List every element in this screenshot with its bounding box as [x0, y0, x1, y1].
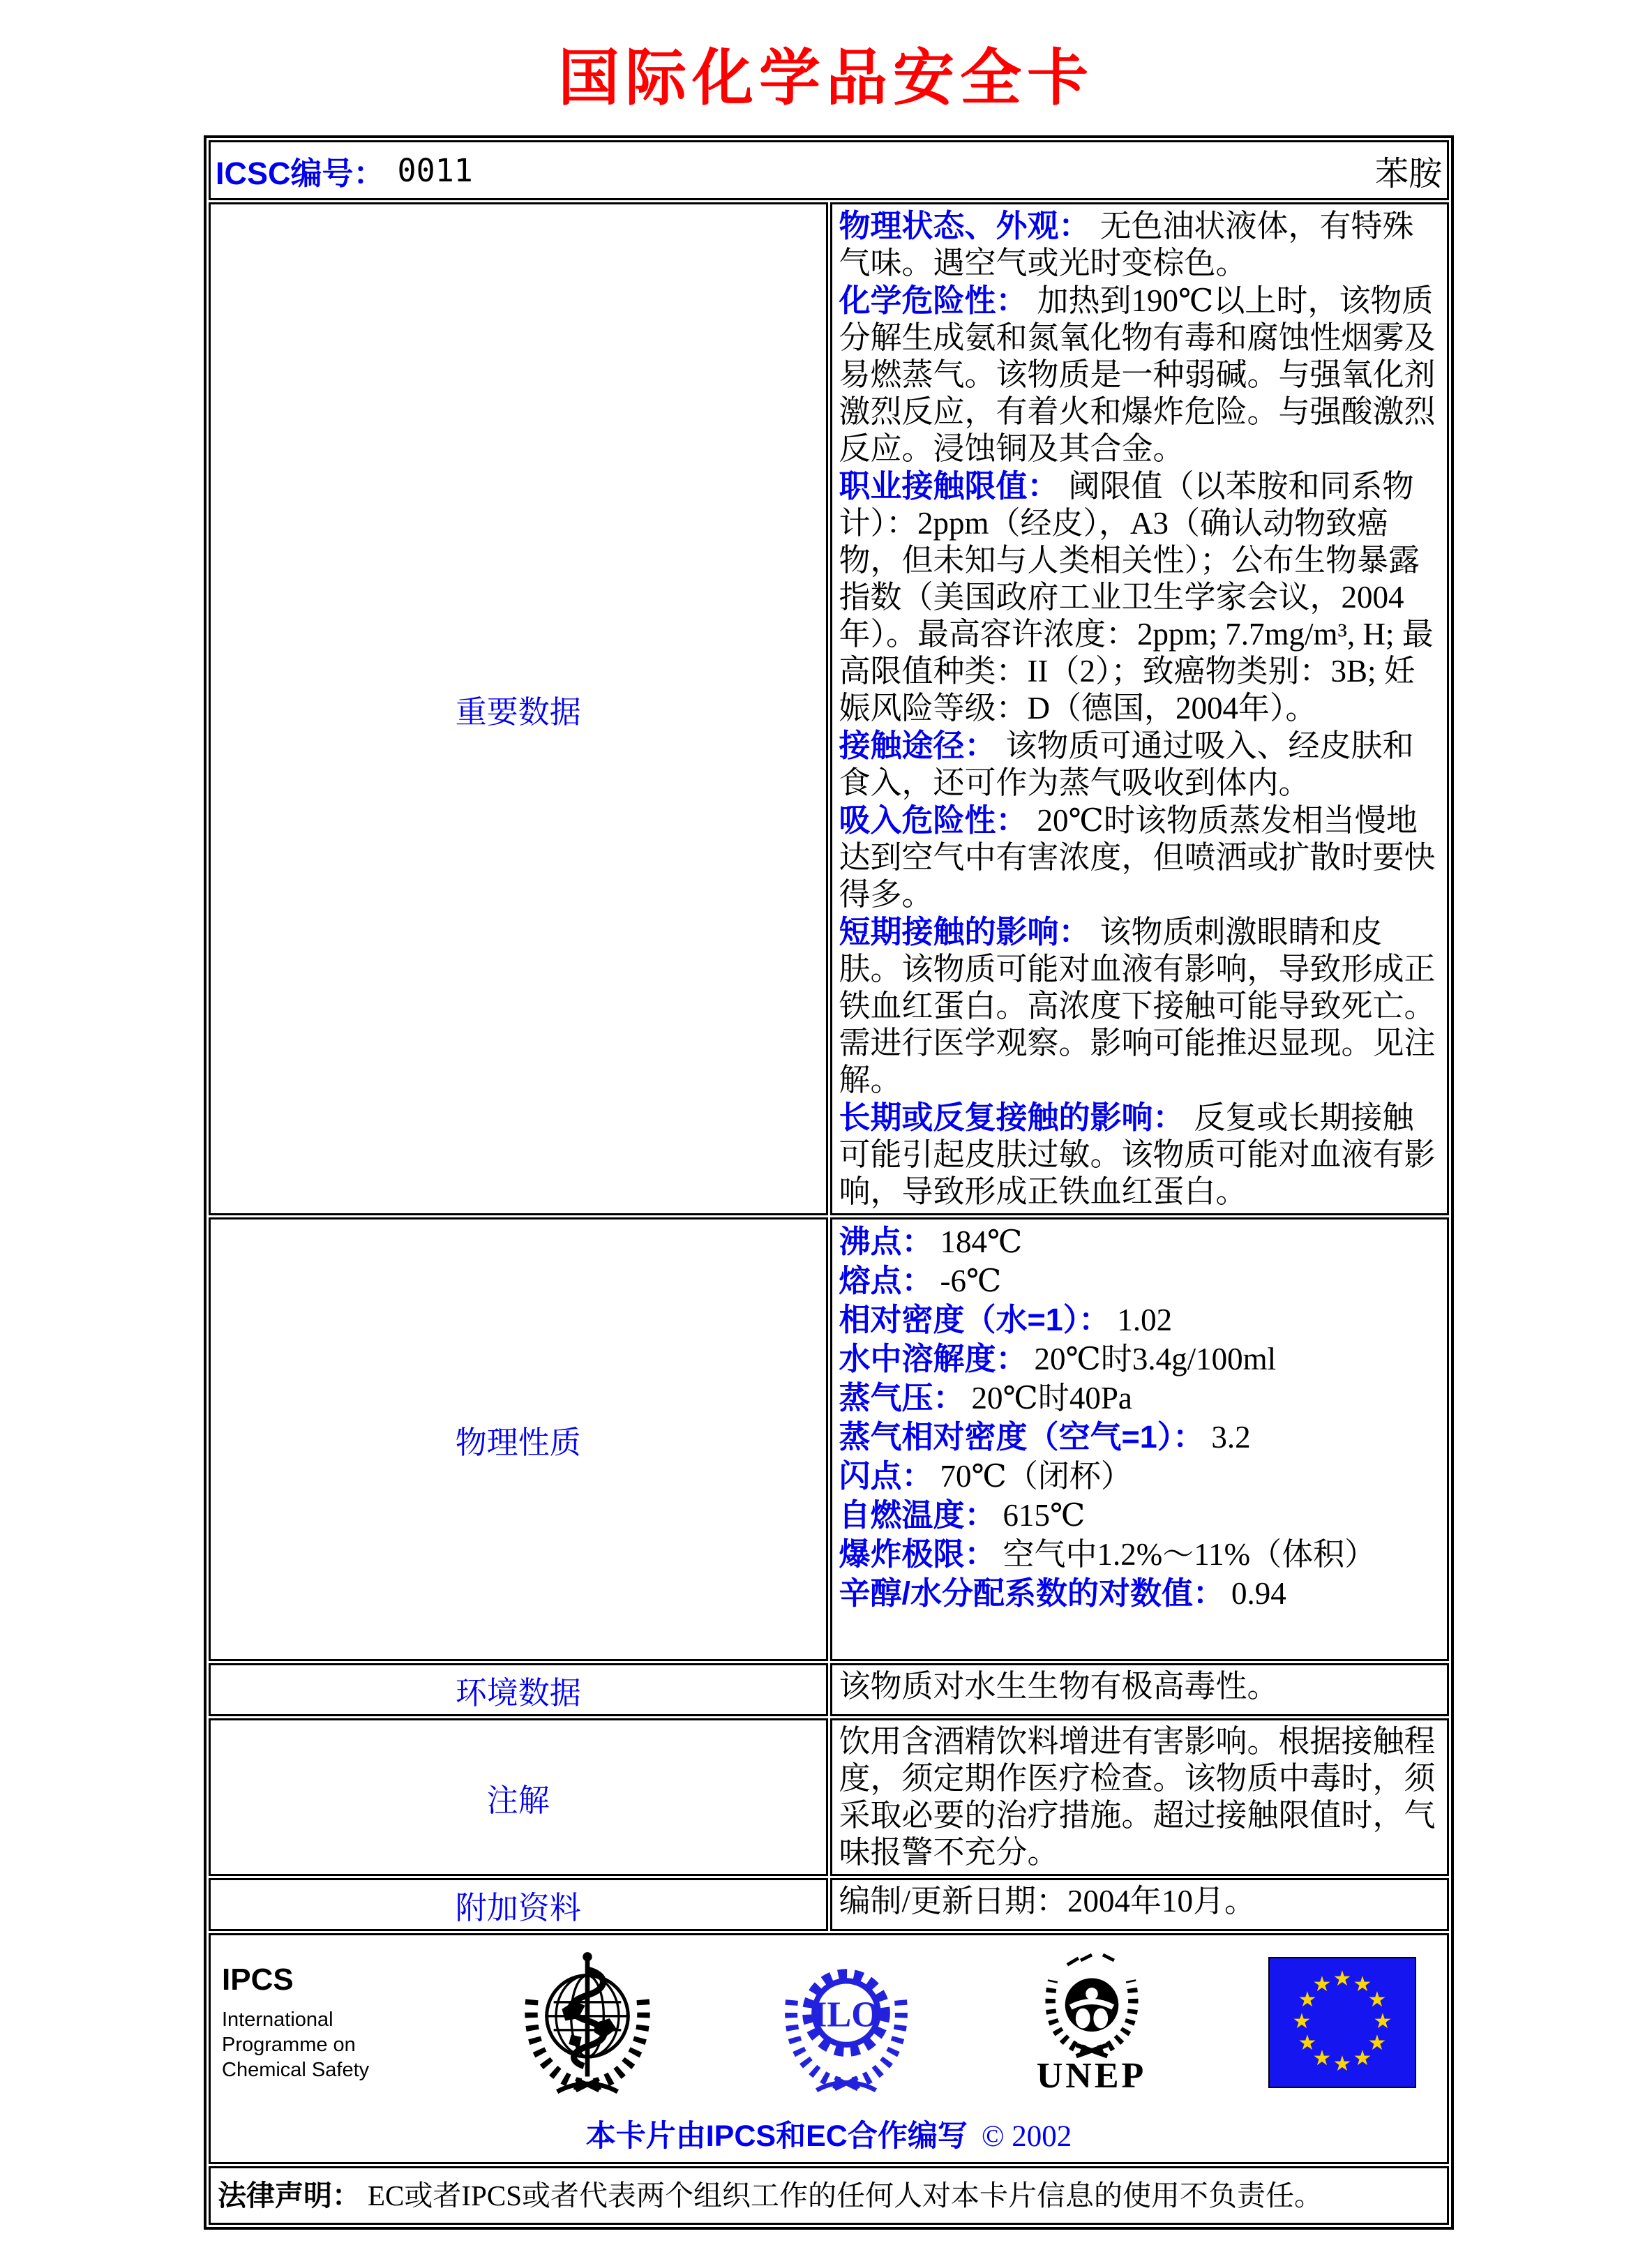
ilo-label: ILO [813, 1994, 880, 2035]
property-value: 184℃ [940, 1224, 1023, 1259]
eu-star: ★ [1332, 1967, 1352, 1990]
important-item [839, 467, 1439, 727]
credit-line [220, 2112, 1437, 2155]
environment-row [209, 1663, 1449, 1716]
eu-star: ★ [1332, 2052, 1352, 2076]
page-title: 国际化学品安全卡 [557, 41, 1094, 114]
important-item [839, 802, 1439, 913]
legal-cell [209, 2166, 1449, 2225]
property-label: 熔点： [839, 1263, 933, 1298]
property-label: 相对密度（水=1）： [839, 1302, 1111, 1337]
field-text: 阈限值（以苯胺和同系物计）：2ppm（经皮），A3（确认动物致癌物，但未知与人类相关性）；公布生物暴露指数（美国政府工业卫生学家会议，2004年）。最高容许浓度：2ppm; 7.7mg/m³, H; 最高限值种类：II（2）；致癌物类别：3B; 妊娠风险等级：D（德国，2004年）。 [839, 469, 1434, 726]
field-label: 职业接触限值： [839, 468, 1059, 504]
important-item [839, 1099, 1439, 1210]
ipcs-subtitle-line: Chemical Safety [222, 2059, 370, 2081]
property-label: 自燃温度： [839, 1497, 996, 1533]
property-value: -6℃ [940, 1263, 1002, 1298]
row-label-physical: 物理性质 [209, 1217, 828, 1661]
property-label: 沸点： [839, 1224, 933, 1259]
icsc-number-label: ICSC编号： [216, 155, 385, 191]
property-label: 蒸气相对密度（空气=1）： [839, 1419, 1205, 1455]
property-label: 辛醇/水分配系数的对数值： [839, 1575, 1225, 1611]
property-value: 615℃ [1003, 1498, 1086, 1533]
notes-row [209, 1718, 1449, 1876]
row-label-notes: 注解 [209, 1718, 828, 1876]
credit-copyright: © 2002 [981, 2120, 1072, 2153]
property-value: 3.2 [1211, 1420, 1251, 1455]
eu-star: ★ [1312, 1973, 1332, 1996]
icsc-number-value: 0011 [397, 151, 473, 189]
field-label: 吸入危险性： [839, 802, 1028, 838]
physical-properties-row [209, 1217, 1449, 1661]
eu-star: ★ [1353, 2047, 1372, 2070]
ipcs-subtitle-line: Programme on [222, 2034, 356, 2056]
additional-info-content: 编制/更新日期：2004年10月。 [830, 1878, 1450, 1931]
important-item [839, 282, 1439, 467]
legal-label: 法律声明： [218, 2179, 361, 2212]
property-value: 0.94 [1231, 1576, 1286, 1611]
legal-text: EC或者IPCS或者代表两个组织工作的任何人对本卡片信息的使用不负责任。 [368, 2179, 1323, 2212]
field-text: 反复或长期接触可能引起皮肤过敏。该物质可能对血液有影响，导致形成正铁血红蛋白。 [839, 1100, 1436, 1209]
additional-info-row [209, 1878, 1449, 1931]
row-label-important: 重要数据 [209, 202, 828, 1215]
property-label: 爆炸极限： [839, 1536, 996, 1572]
field-text: 该物质可通过吸入、经皮肤和食入，还可作为蒸气吸收到体内。 [839, 728, 1414, 800]
eu-flag-icon [1268, 1957, 1416, 2088]
notes-content: 饮用含酒精饮料增进有害影响。根据接触程度，须定期作医疗检查。该物质中毒时，须采取必要的治疗措施。超过接触限值时，气味报警不充分。 [830, 1718, 1450, 1876]
header-cell [209, 140, 1449, 200]
ipcs-title: IPCS [222, 1962, 294, 1997]
unep-logo-icon [1036, 1949, 1148, 2096]
credit-text: 本卡片由IPCS和EC合作编写 [585, 2119, 968, 2153]
unep-label: UNEP [1036, 2055, 1147, 2096]
footer-row [209, 1933, 1449, 2164]
field-text: 该物质刺激眼睛和皮肤。该物质可能对血液有影响，导致形成正铁血红蛋白。高浓度下接触可能导致死亡。需进行医学观察。影响可能推迟显现。见注解。 [839, 915, 1436, 1097]
property-value: 20℃时40Pa [971, 1381, 1132, 1416]
physical-item [839, 1222, 1439, 1261]
eu-star: ★ [1298, 2032, 1317, 2055]
footer-cell [209, 1933, 1449, 2164]
eu-star: ★ [1367, 2032, 1387, 2055]
property-value: 70℃（闭杯） [940, 1459, 1132, 1494]
field-label: 化学危险性： [839, 283, 1028, 318]
important-item [839, 207, 1439, 282]
icsc-page [0, 29, 1652, 2259]
eu-star: ★ [1373, 2010, 1392, 2033]
important-item [839, 913, 1439, 1099]
physical-item [839, 1418, 1439, 1457]
property-label: 闪点： [839, 1458, 933, 1494]
physical-item [839, 1457, 1439, 1496]
ipcs-block [222, 1962, 396, 2082]
physical-item [839, 1535, 1439, 1574]
row-label-additional: 附加资料 [209, 1878, 828, 1931]
property-label: 水中溶解度： [839, 1341, 1028, 1376]
eu-star: ★ [1312, 2047, 1332, 2070]
header-row [209, 140, 1449, 200]
physical-item [839, 1300, 1439, 1339]
important-data-content [830, 202, 1450, 1215]
physical-properties-content [830, 1217, 1450, 1661]
physical-item [839, 1496, 1439, 1535]
property-label: 蒸气压： [839, 1380, 965, 1416]
physical-item [839, 1379, 1439, 1418]
property-value: 20℃时3.4g/100ml [1034, 1342, 1277, 1376]
who-logo-icon [518, 1949, 657, 2096]
icsc-table [204, 135, 1454, 2230]
physical-item [839, 1261, 1439, 1300]
field-label: 短期接触的影响： [839, 914, 1090, 950]
property-value: 空气中1.2%～11%（体积） [1003, 1537, 1376, 1572]
eu-star: ★ [1298, 1988, 1317, 2011]
chemical-name: 苯胺 [1374, 155, 1442, 193]
legal-row [209, 2166, 1449, 2225]
environment-content: 该物质对水生生物有极高毒性。 [830, 1663, 1450, 1716]
field-text: 无色油状液体，有特殊气味。遇空气或光时变棕色。 [839, 209, 1414, 280]
ipcs-subtitle-line: International [222, 2009, 333, 2031]
eu-star: ★ [1353, 1973, 1372, 1996]
field-label: 长期或反复接触的影响： [839, 1100, 1185, 1135]
ilo-logo-icon [778, 1950, 915, 2095]
physical-item [839, 1574, 1439, 1613]
physical-item [839, 1339, 1439, 1379]
eu-star: ★ [1292, 2010, 1312, 2033]
property-value: 1.02 [1117, 1303, 1173, 1337]
eu-star: ★ [1367, 1988, 1387, 2011]
field-text: 加热到190℃以上时，该物质分解生成氨和氮氧化物有毒和腐蚀性烟雾及易燃蒸气。该物质是一种弱碱。与强氧化剂激烈反应，有着火和爆炸危险。与强酸激烈反应。浸蚀铜及其合金。 [839, 283, 1436, 466]
row-label-environment: 环境数据 [209, 1663, 828, 1716]
important-data-row [209, 202, 1449, 1215]
field-text: 20℃时该物质蒸发相当慢地达到空气中有害浓度，但喷洒或扩散时要快得多。 [839, 803, 1436, 912]
important-item [839, 727, 1439, 802]
field-label: 物理状态、外观： [839, 208, 1090, 243]
field-label: 接触途径： [839, 728, 996, 763]
